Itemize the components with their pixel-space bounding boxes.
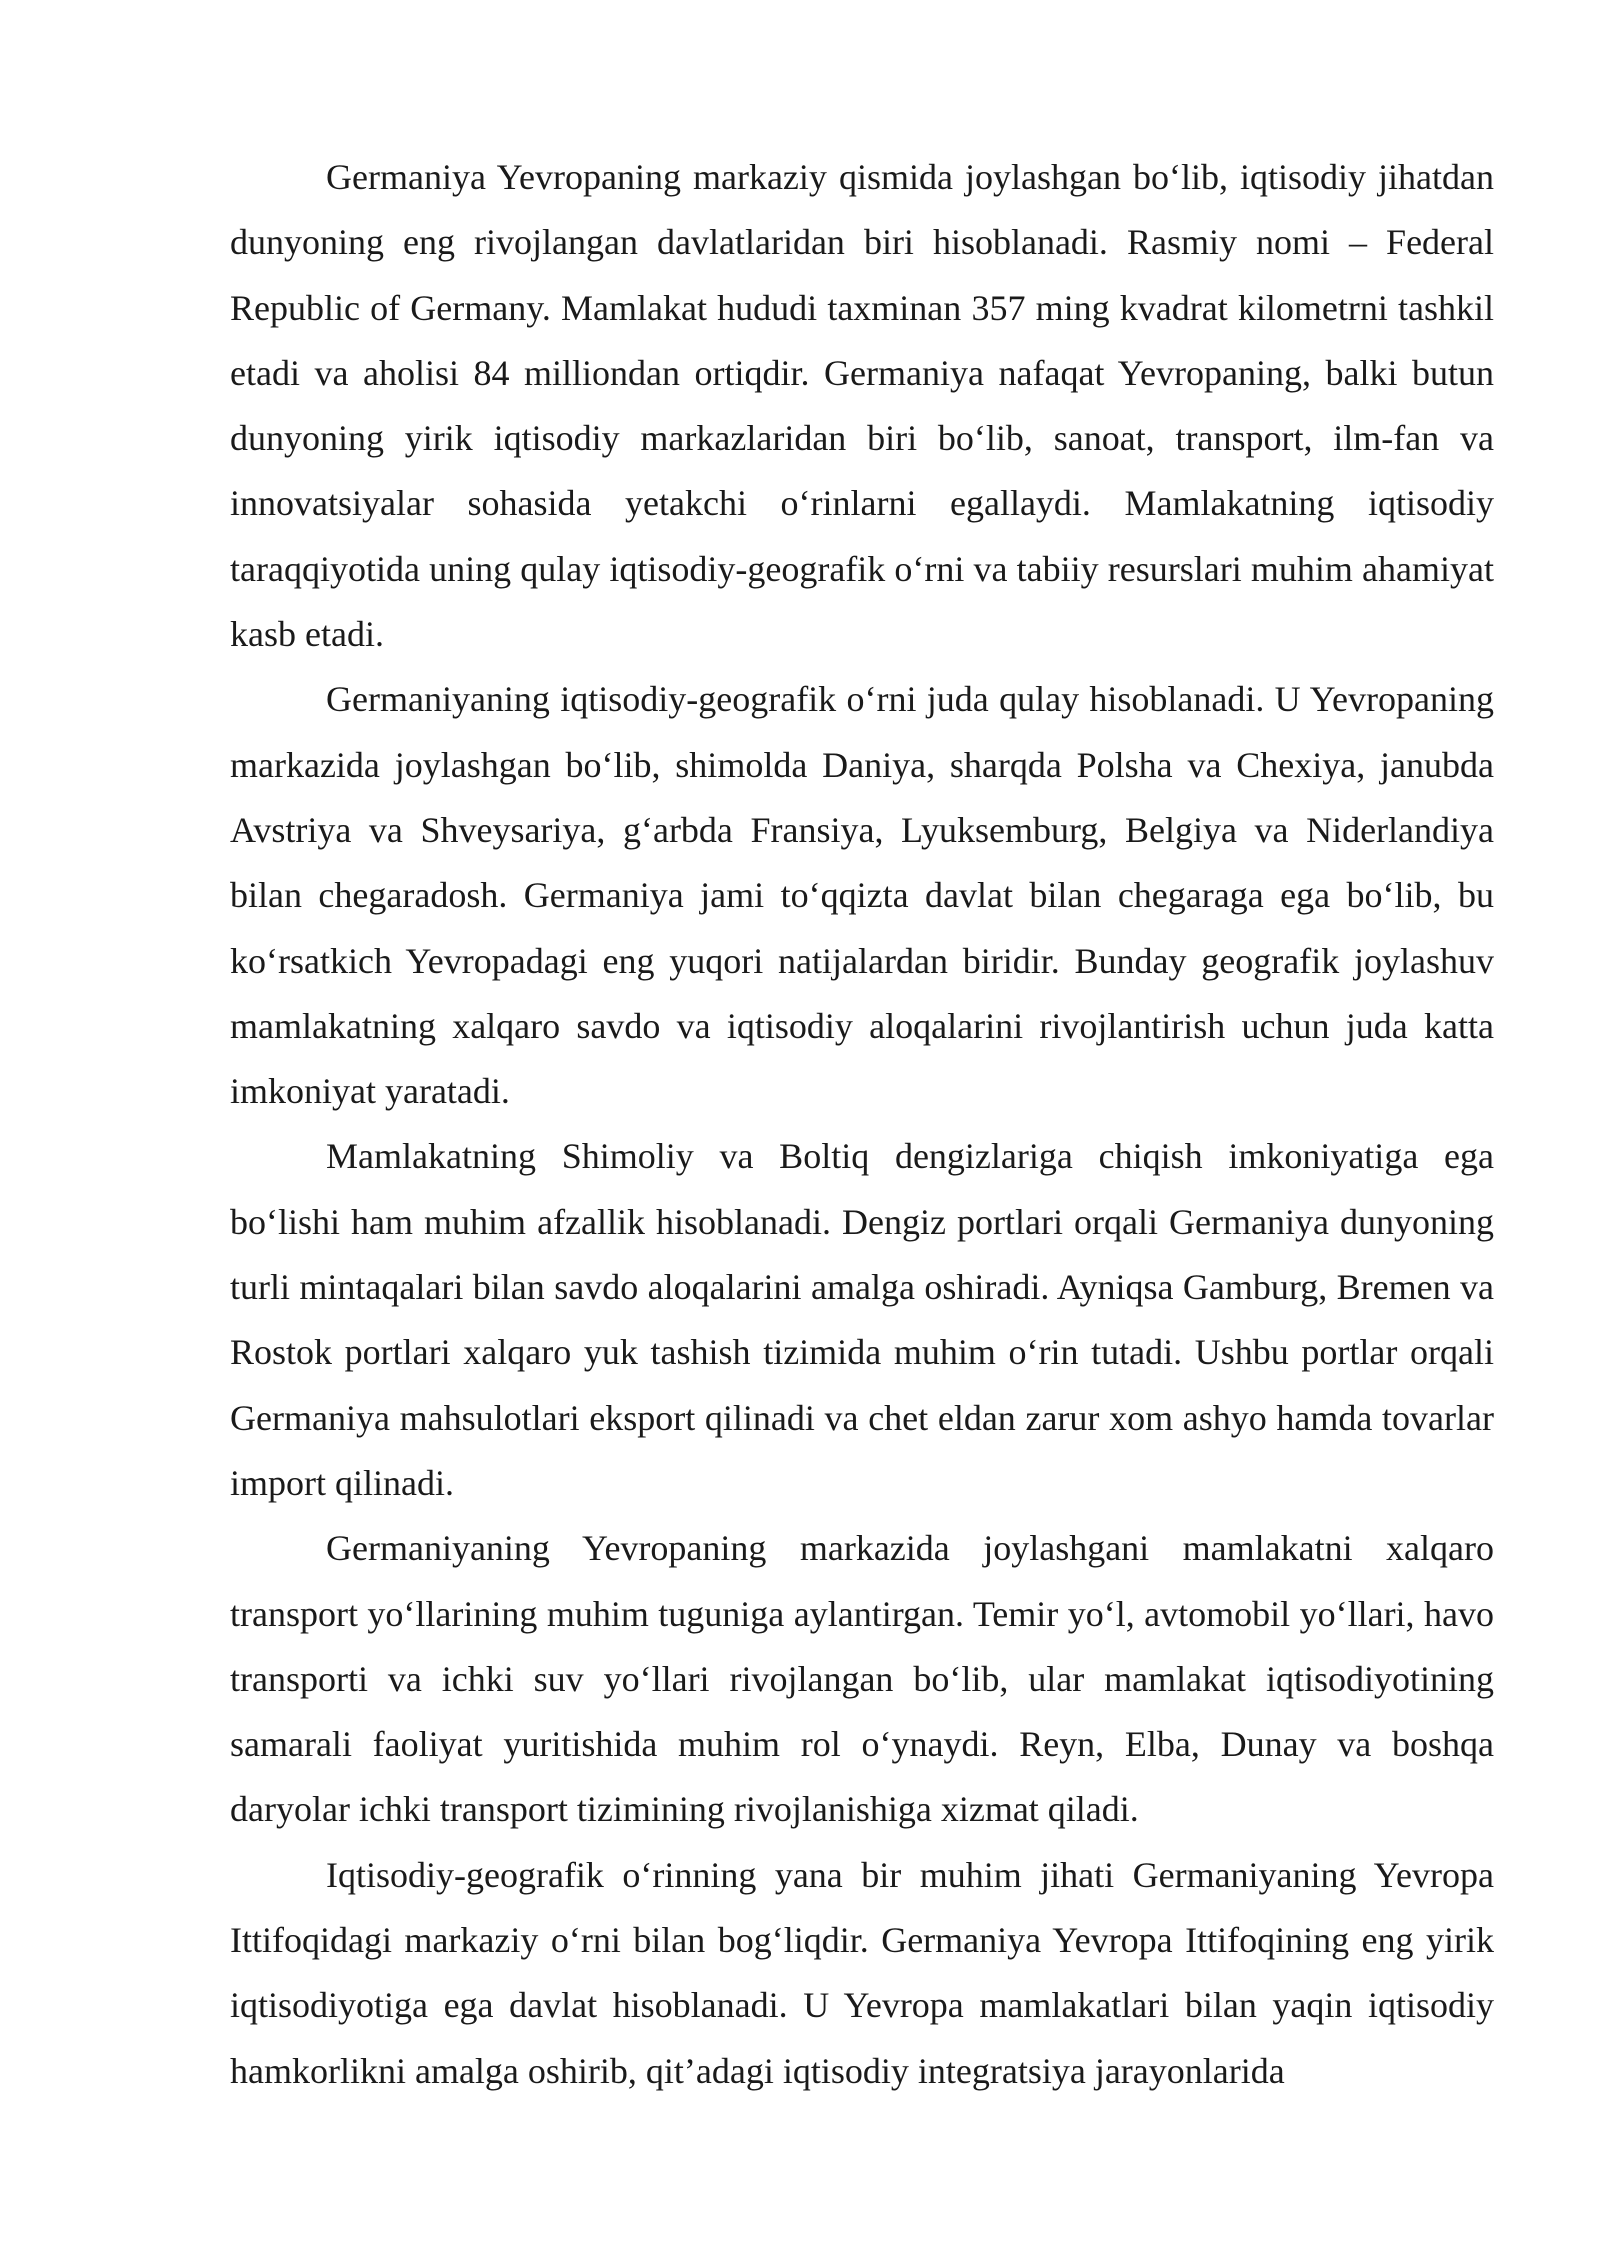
paragraph-eu-role: Iqtisodiy-geografik oʻrinning yana bir muhim jihati Germaniyaning Yevropa Ittifoqidagi markaziy oʻrni bilan bogʻliqdir. Germaniya Yevropa Ittifoqining eng yirik iqtisodiyotiga ega davlat hisoblanadi. U Yevropa mamlakatlari bilan yaqin iqtisodiy hamkorlikni amalga oshirib, qit’adagi iqtisodiy integratsiya jarayonlarida (230, 1854, 1494, 2091)
paragraph-sea-access: Mamlakatning Shimoliy va Boltiq dengizlariga chiqish imkoniyatiga ega boʻlishi ham muhim afzallik hisoblanadi. Dengiz portlari orqali Germaniya dunyoning turli mintaqalari bilan savdo aloqalarini amalga oshiradi. Ayniqsa Gamburg, Bremen va Rostok portlari xalqaro yuk tashish tizimida muhim oʻrin tutadi. Ushbu portlar orqali Germaniya mahsulotlari eksport qilinadi va chet eldan zarur xom ashyo hamda tovarlar import qilinadi. (230, 1136, 1494, 1503)
paragraph-germany-overview: Germaniya Yevropaning markaziy qismida joylashgan boʻlib, iqtisodiy jihatdan dunyoning eng rivojlangan davlatlaridan biri hisoblanadi. Rasmiy nomi – Federal Republic of Germany. Mamlakat hududi taxminan 357 ming kvadrat kilometrni tashkil etadi va aholisi 84 milliondan ortiqdir. Germaniya nafaqat Yevropaning, balki butun dunyoning yirik iqtisodiy markazlaridan biri boʻlib, sanoat, transport, ilm-fan va innovatsiyalar sohasida yetakchi oʻrinlarni egallaydi. Mamlakatning iqtisodiy taraqqiyotida uning qulay iqtisodiy-geografik oʻrni va tabiiy resurslari muhim ahamiyat kasb etadi. (230, 157, 1494, 655)
paragraph-geographic-position: Germaniyaning iqtisodiy-geografik oʻrni juda qulay hisoblanadi. U Yevropaning markazida joylashgan boʻlib, shimolda Daniya, sharqda Polsha va Chexiya, janubda Avstriya va Shveysariya, gʻarbda Fransiya, Lyuksemburg, Belgiya va Niderlandiya bilan chegaradosh. Germaniya jami toʻqqizta davlat bilan chegaraga ega boʻlib, bu koʻrsatkich Yevropadagi eng yuqori natijalardan biridir. Bunday geografik joylashuv mamlakatning xalqaro savdo va iqtisodiy aloqalarini rivojlantirish uchun juda katta imkoniyat yaratadi. (230, 679, 1494, 1112)
document-body (230, 145, 1494, 2104)
paragraph-transport: Germaniyaning Yevropaning markazida joylashgani mamlakatni xalqaro transport yoʻllarining muhim tuguniga aylantirgan. Temir yoʻl, avtomobil yoʻllari, havo transporti va ichki suv yoʻllari rivojlangan boʻlib, ular mamlakat iqtisodiyotining samarali faoliyat yuritishida muhim rol oʻynaydi. Reyn, Elba, Dunay va boshqa daryolar ichki transport tizimining rivojlanishiga xizmat qiladi. (230, 1528, 1494, 1830)
